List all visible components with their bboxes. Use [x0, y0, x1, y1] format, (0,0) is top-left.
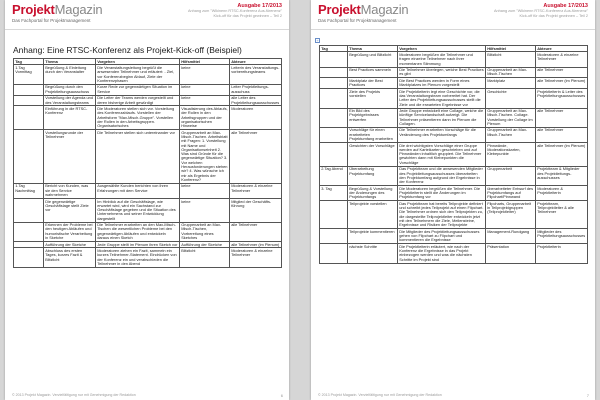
table-cell: Die Projektleiterin erläutert, wie nach der Konferenz die Ergebnisse in das Projekt einbezogen werden und was die nächsten Schritte im Projekt sind	[398, 244, 486, 263]
table-cell	[320, 67, 348, 78]
table-cell: Vorstellung der Agenda und des Veranstaltungsteams	[44, 95, 96, 106]
table-row	[320, 229, 588, 244]
table-cell: Die Moderatoren stellen sich vor. Vorstellung des Konferenzablaufs. Vorstellen der Arbeitsform "Max-Misch-Gruppe". Vorstellen der Rollen in den Arbeitsgruppen. Organisatorisches	[96, 106, 180, 130]
table-row	[320, 142, 588, 166]
table-cell: Projektteam, Teilprojektleiter & alle Teilnehmer	[536, 201, 588, 229]
table-cell: Geschichte	[486, 89, 536, 108]
table-cell: Marktplatz der Best Practices	[348, 78, 398, 89]
table-cell: Teilprojekte kommentieren	[348, 229, 398, 244]
table-cell: Begrüßung & Einleitung durch den Veranstalter	[44, 65, 96, 84]
table-row	[14, 198, 282, 222]
table-cell: Bericht von Kunden, was sie den Service wahrnehmen	[44, 183, 96, 198]
table-cell: überarbeiteter Entwurf des Projektumfangs auf Flipchart/Pinnwand	[486, 186, 536, 201]
table-row	[320, 127, 588, 142]
table-cell	[320, 142, 348, 166]
table-row	[320, 166, 588, 185]
table-cell: alle Leiter des Projektleitungsausschusses	[230, 95, 282, 106]
table-cell	[14, 248, 44, 267]
table-cell	[14, 222, 44, 241]
table-cell: Präsentation	[486, 244, 536, 263]
table-cell: Vorstellungsrunde der Teilnehmer	[44, 130, 96, 184]
page-number: 6	[280, 393, 283, 398]
table-cell: alle Teilnehmer (im Plenum)	[230, 241, 282, 247]
table-cell: 2.Tag Abend	[320, 166, 348, 185]
table-cell: Leiterin des Veranstaltungsvorbereitungsteams	[230, 65, 282, 84]
table-cell: alle Teilnehmer	[536, 108, 588, 127]
table-cell: Jede Gruppe stellt im Plenum ihren Sketch vor	[96, 241, 180, 247]
page-left	[5, 0, 289, 400]
column-header: Thema	[348, 46, 398, 52]
table-cell: Management-Rundgang	[486, 229, 536, 244]
page-footer: © 2013 Projekt Magazin. Vervielfältigung nur mit Genehmigung der Redaktion	[12, 393, 136, 397]
column-header: Akteure	[536, 46, 588, 52]
table-row	[320, 108, 588, 127]
table-row	[14, 65, 282, 84]
agenda-table	[319, 45, 588, 264]
tagline: Das Fachportal für Projektmanagement	[12, 18, 91, 23]
table-cell: Kurze Rede zur gegenwärtigen Situation im Service	[96, 84, 180, 95]
column-header: Hilfsmittel	[486, 46, 536, 52]
table-row	[320, 89, 588, 108]
table-cell	[320, 201, 348, 229]
logo-projekt-text: Projekt	[12, 2, 55, 17]
table-cell: Leiter Projektleitungsausschuss	[230, 84, 282, 95]
table-cell: keine	[180, 198, 230, 222]
table-cell: keine	[180, 65, 230, 84]
table-cell: Blitzlicht	[486, 52, 536, 67]
table-cell: Abschluss des ersten Tages, kurzes Fazit & Blitzlicht	[44, 248, 96, 267]
table-cell: keine	[180, 84, 230, 95]
table-cell: Moderatoren & Projektleiterin	[536, 186, 588, 201]
column-header: Tag	[320, 46, 348, 52]
table-cell: Jede Gruppe entwickelt eine Collage, welche die künftige Servicelandschaft aufzeigt. Die Teilnehmer präsentieren dann im Plenum die Collagen.	[398, 108, 486, 127]
table-row	[14, 183, 282, 198]
table-cell: Projektteam & Mitglieder des Projektleitungsausschusses	[536, 166, 588, 185]
table-row	[320, 244, 588, 263]
table-cell: Überarbeitung Projektumfang	[348, 166, 398, 185]
table-cell	[14, 198, 44, 222]
table-cell: Moderatoren begrüßen die Teilnehmer und fragen einzelne Teilnehmer nach ihrer momentanen Stimmung	[398, 52, 486, 67]
issue-label: Ausgabe 17/2013	[543, 3, 588, 9]
table-cell: alle Teilnehmer (im Plenum)	[536, 142, 588, 166]
table-cell: alle Teilnehmer (im Plenum)	[536, 78, 588, 89]
table-cell: Vorschläge für einen erarbeiteten Projektumfang erarbeiten	[348, 127, 398, 142]
issue-label: Ausgabe 17/2013	[237, 3, 282, 9]
table-row	[320, 78, 588, 89]
table-row	[14, 248, 282, 267]
table-cell: Einführung in die RTSC-Konferenz	[44, 106, 96, 130]
table-cell: Die gegenwärtige Geschäftslage stellt Ziele vor	[44, 198, 96, 222]
table-cell: Gruppenarbeit an Max-Misch-Tischen. Collage. Vorstellung der Collage im Plenum	[486, 108, 536, 127]
table-cell	[14, 106, 44, 130]
logo-magazin-text: Magazin	[54, 2, 103, 17]
table-row	[14, 130, 282, 184]
table-cell	[14, 130, 44, 184]
table-cell: Ziele des Projekts vorstellen	[348, 89, 398, 108]
table-cell: Mitglied der Geschäftsführung	[230, 198, 282, 222]
table-cell: Blitzlicht	[180, 248, 230, 267]
table-cell: Gruppenarbeit an Max-Misch-Tischen	[486, 67, 536, 78]
table-cell: Die Best Practices werden in Form eines Marktplatzes im Plenum vorgestellt	[398, 78, 486, 89]
table-cell: Aufführung der Sketche	[44, 241, 96, 247]
column-header: Hilfsmittel	[180, 59, 230, 65]
column-header: Vorgehen	[398, 46, 486, 52]
table-cell: Begrüßung durch den Projektleitungsausschuss	[44, 84, 96, 95]
table-cell	[14, 95, 44, 106]
table-cell: Gruppenarbeit	[486, 166, 536, 185]
column-header: Tag	[14, 59, 44, 65]
table-cell: Aufführung der Sketche	[180, 241, 230, 247]
page-header	[5, 0, 289, 30]
table-cell: Die Veranstaltungsleitung begrüßt die anwesenden Teilnehmer und erläutert: - Ziel, vor Konferenzbeginn Ablauf, Ziele der Konferenzphasen	[96, 65, 180, 84]
column-header: Akteure	[230, 59, 282, 65]
table-cell: Moderatoren	[230, 106, 282, 130]
table-cell: nächste Schritte	[348, 244, 398, 263]
table-cell: Gruppenarbeit an Max-Misch-Tischen. Arbeitsblatt mit Fragen: 1. Vorstellung mit Name und Organisationseinheit 2. Was sind Gründe für die gegenwärtige Situation? 3. Vor welchen Herausforderungen stehen wir? 4. Was wünsche ich mir als Ergebnis der Konferenz?	[181, 129, 228, 182]
table-cell: Moderatoren & einzelne Teilnehmer	[230, 183, 282, 198]
table-cell	[320, 89, 348, 108]
table-cell: Begrüßung & Vorstellung der Änderungen des Projektumfangs	[348, 186, 398, 201]
logo-projekt-text: Projekt	[318, 2, 361, 17]
table-cell: keine	[180, 95, 230, 106]
table-cell: Projektleiterin & Leiter des Projektleitungsausschusses	[536, 89, 588, 108]
tagline: Das Fachportal für Projektmanagement	[318, 18, 397, 23]
table-cell: Moderatoren ziehen ein Fazit, sammeln ein kurzes Teilnehmer-Statement. Eindrücken von der Konferenz ein und verabschieden die Teilnehmer in den Abend	[96, 248, 180, 267]
logo-magazin-text: Magazin	[360, 2, 409, 17]
table-cell: Die Moderatoren begrüßen die Teilnehmer. Die Projektleiterin stellt die Änderungen im Projektumfang vor	[398, 186, 486, 201]
table-row	[14, 84, 282, 95]
table-cell: keine	[180, 183, 230, 198]
table-cell: Flipcharts, Gruppenarbeit in Teilprojektgruppen (Teilprojektleiter)	[486, 201, 536, 229]
table-cell	[320, 127, 348, 142]
column-header: Thema	[44, 59, 96, 65]
page-footer: © 2013 Projekt Magazin. Vervielfältigung nur mit Genehmigung der Redaktion	[318, 393, 442, 397]
table-row	[320, 186, 588, 201]
table-cell: Die Projektleiterin legt eine Geschichte vor, die das Veranstaltungsteam vorbereitet hat. Der Leiter des Projektleitungsausschusses stellt die Ziele und die erwarteten Ergebnisse vor	[398, 89, 486, 108]
table-cell: Gruppenarbeit an Max-Misch-Tischen, Vorbereitung eines Sketches	[180, 222, 230, 241]
table-cell: alle Teilnehmer	[536, 127, 588, 142]
table-cell: Das Projektteam hat bereits Teilprojekte definiert und schreibt jedes Teilprojekt auf einen Flipchart. Die Teilnehmer ordnen sich den Teilprojekten zu, die dargestellte Teilprojektleiter entwickeln jetzt mit den Teilnehmern die Ziele, Meilensteine, Ergebnisse und Risiken der Teilprojekte	[398, 201, 486, 229]
agenda-table	[13, 58, 282, 268]
table-cell: Die Teilnehmer erarbeiten an den Max-Misch-Tischen die wesentlichen Probleme bei den gegenwärtigen Abläufen und entwickeln daraus einen Sketch	[96, 222, 180, 241]
table-select-handle-icon[interactable]: +	[316, 38, 319, 43]
page-heading: Anhang: Eine RTSC-Konferenz als Projekt-Kick-off (Beispiel)	[13, 45, 242, 55]
table-cell: Visualisierung des Ablaufs, der Rollen in den Arbeitsgruppen und der organisatorischen Hinweise	[181, 106, 228, 129]
table-cell: Die Teilnehmer stellen sich untereinander vor	[96, 130, 180, 184]
table-row	[14, 222, 282, 241]
table-cell: Ausgewählte Kunden berichten von ihren Erfahrungen mit dem Service	[96, 183, 180, 198]
projektmagazin-logo	[318, 3, 408, 17]
table-cell: Best Practices sammeln	[348, 67, 398, 78]
table-cell: Pinnwände, Moderationskarten, Klebepunkte	[486, 142, 536, 166]
table-cell: Die Leiter der Teams werden vorgestellt und deren bisherige Arbeit gewürdigt	[96, 95, 180, 106]
page-number: 7	[586, 393, 589, 398]
table-row	[14, 106, 282, 130]
table-cell: Erkennen der Probleme bei den heutigen Abläufen und humoristische Verarbeitung in Sketche	[44, 222, 96, 241]
table-cell: Das Projektteam und die anwesenden Mitglieder des Projektleitungsausschusses überarbeiten den Projektumfang aufgrund der Ergebnisse in der Konferenz	[398, 166, 486, 185]
table-cell: alle Teilnehmer	[230, 130, 282, 184]
projektmagazin-logo	[12, 3, 102, 17]
column-header: Vorgehen	[96, 59, 180, 65]
table-row	[320, 201, 588, 229]
table-row	[320, 67, 588, 78]
table-cell: 1.Tag Nachmittag	[14, 183, 44, 198]
table-cell: Gruppenarbeit an Max-Misch-Tischen	[486, 127, 536, 142]
table-cell	[320, 108, 348, 127]
table-cell	[320, 244, 348, 263]
table-cell: 1.Tag Vormittag	[14, 65, 44, 84]
table-cell: Gewichten der Vorschläge	[348, 142, 398, 166]
table-cell: Ein Bild des Projektgebnisses entwerfen	[348, 108, 398, 127]
table-cell: Die Mitglieder des Projektleitungsausschusses gehen von Flipchart zu Flipchart und kommentieren die Ergebnisse	[398, 229, 486, 244]
table-cell: Mitglieder des Projektleitungsausschusses	[536, 229, 588, 244]
table-cell	[320, 229, 348, 244]
table-cell	[320, 52, 348, 67]
table-cell: Begrüßung und Blitzlicht	[348, 52, 398, 67]
table-cell: alle Teilnehmer	[536, 67, 588, 78]
table-cell: Teilprojekte vorstellen	[348, 201, 398, 229]
table-row	[14, 95, 282, 106]
table-cell: Im Hinblick auf die Geschäftslage, wie erwartet wird, wird ein Sachstand zur Geschäftslage gegeben und die Situation des Unternehmens und seiner Entwicklung dargestellt	[96, 198, 180, 222]
table-cell: 3. Tag	[320, 186, 348, 201]
table-row	[320, 52, 588, 67]
page-right	[311, 0, 595, 400]
table-cell: Marktplatz	[486, 78, 536, 89]
table-cell: alle Teilnehmer	[230, 222, 282, 241]
table-cell	[320, 78, 348, 89]
table-cell: Moderatoren & einzelne Teilnehmer	[536, 52, 588, 67]
table-cell: Moderatoren & einzelne Teilnehmer	[230, 248, 282, 267]
table-cell: Die Teilnehmer erarbeiten Vorschläge für die Veränderung des Projektumfangs	[398, 127, 486, 142]
table-cell: Die Teilnehmer überlegen, welche Best Practices es gibt	[399, 67, 484, 77]
table-cell: Die drei wichtigsten Vorschläge einer Gruppe werden auf Karteikarten geschrieben und auf Pinnwänden inhaltlich gruppiert. Die Teilnehmer gewichten dann mit Klebepunkten die Vorschläge	[398, 142, 486, 166]
table-cell	[14, 84, 44, 95]
attachment-note: Anhang zum "Wikinenn RTSC-Konferenz Aus-fürenenz" Kick-off für das Projekt gewinnen – Teil 2	[187, 9, 282, 18]
page-header	[311, 0, 595, 30]
attachment-note: Anhang zum "Wikinenn RTSC-Konferenz Aus-fürenenz" Kick-off für das Projekt gewinnen – Teil 2	[493, 9, 588, 18]
table-cell: Projektleiterin	[536, 244, 588, 263]
